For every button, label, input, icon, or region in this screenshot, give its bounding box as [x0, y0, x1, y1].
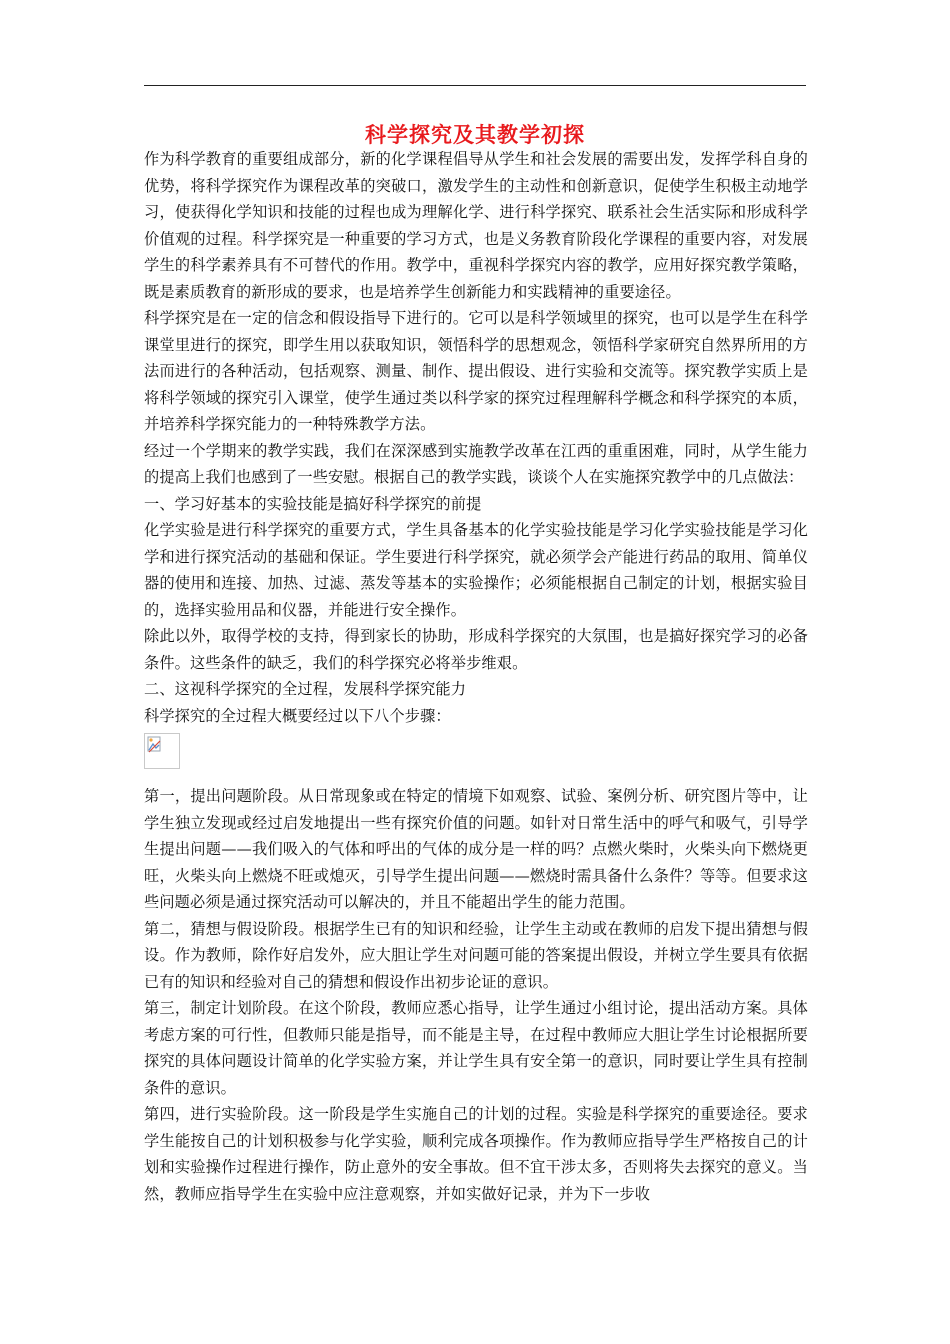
paragraph-step-1: 第一，提出问题阶段。从日常现象或在特定的情境下如观察、试验、案例分析、研究图片等中，让学生独立发现或经过启发地提出一些有探究价值的问题。如针对日常生活中的呼气和吸气，引导学生提出问题——我们吸入的气体和呼出的气体的成分是一样的吗？点燃火柴时，火柴头向下燃烧更旺，火柴头向上燃烧不旺或熄灭，引导学生提出问题——燃烧时需具备什么条件？等等。但要求这些问题必须是通过探究活动可以解决的，并且不能超出学生的能力范围。	[144, 787, 808, 911]
paragraph-skills: 化学实验是进行科学探究的重要方式，学生具备基本的化学实验技能是学习化学实验技能是学习化学和进行探究活动的基础和保证。学生要进行科学探究，就必须学会产能进行药品的取用、简单仪器的使用和连接、加热、过滤、蒸发等基本的实验操作；必须能根据自己制定的计划，根据实验目的，选择实验用品和仪器，并能进行安全操作。	[144, 521, 808, 619]
paragraph-step-2: 第二，猜想与假设阶段。根据学生已有的知识和经验，让学生主动或在教师的启发下提出猜想与假设。作为教师，除作好启发外，应大胆让学生对问题可能的答案提出假设，并树立学生要具有依据已有的知识和经验对自己的猜想和假设作出初步论证的意识。	[144, 919, 808, 991]
paragraph-step-3: 第三，制定计划阶段。在这个阶段，教师应悉心指导，让学生通过小组讨论，提出活动方案。具体考虑方案的可行性，但教师只能是指导，而不能是主导，在过程中教师应大胆让学生讨论根据所要探究的具体问题设计简单的化学实验方案，并让学生具有安全第一的意识，同时要让学生具有控制条件的意识。	[144, 999, 808, 1097]
paragraph-step-4: 第四，进行实验阶段。这一阶段是学生实施自己的计划的过程。实验是科学探究的重要途径。要求学生能按自己的计划积极参与化学实验，顺利完成各项操作。作为教师应指导学生严格按自己的计划和实验操作过程进行操作，防止意外的安全事故。但不宜干涉太多，否则将失去探究的意义。当然，教师应指导学生在实验中应注意观察，并如实做好记录，并为下一步收	[144, 1105, 808, 1203]
section-heading-1: 一、学习好基本的实验技能是搞好科学探究的前提	[144, 494, 482, 513]
document-body	[144, 146, 808, 1207]
paragraph-definition: 科学探究是在一定的信念和假设指导下进行的。它可以是科学领域里的探究，也可以是学生在科学课堂里进行的探究，即学生用以获取知识，领悟科学的思想观念，领悟科学家研究自然界所用的方法而进行的各种活动，包括观察、测量、制作、提出假设、进行实验和交流等。探究教学实质上是将科学领域的探究引入课堂，使学生通过类以科学家的探究过程理解科学概念和科学探究的本质，并培养科学探究能力的一种特殊教学方法。	[144, 309, 808, 433]
paragraph-intro: 作为科学教育的重要组成部分，新的化学课程倡导从学生和社会发展的需要出发，发挥学科自身的优势，将科学探究作为课程改革的突破口，激发学生的主动性和创新意识，促使学生积极主动地学习，使获得化学知识和技能的过程也成为理解化学、进行科学探究、联系社会生活实际和形成科学价值观的过程。科学探究是一种重要的学习方式，也是义务教育阶段化学课程的重要内容，对发展学生的科学素养具有不可替代的作用。教学中，重视科学探究内容的教学，应用好探究教学策略，既是素质教育的新形成的要求，也是培养学生创新能力和实践精神的重要途径。	[144, 150, 808, 301]
header-rule	[144, 85, 806, 86]
section-heading-2: 二、这视科学探究的全过程，发展科学探究能力	[144, 680, 467, 698]
broken-image-icon	[144, 733, 180, 769]
paragraph-practice: 经过一个学期来的教学实践，我们在深深感到实施教学改革在江西的重重困难，同时，从学生能力的提高上我们也感到了一些安慰。根据自己的教学实践，谈谈个人在实施探究教学中的几点做法：	[144, 441, 808, 486]
paragraph-steps-intro: 科学探究的全过程大概要经过以下八个步骤：	[144, 706, 451, 725]
paragraph-support: 除此以外，取得学校的支持，得到家长的协助，形成科学探究的大氛围，也是搞好探究学习的必备条件。这些条件的缺乏，我们的科学探究必将举步维艰。	[144, 627, 808, 672]
document-title: 科学探究及其教学初探	[365, 122, 585, 147]
